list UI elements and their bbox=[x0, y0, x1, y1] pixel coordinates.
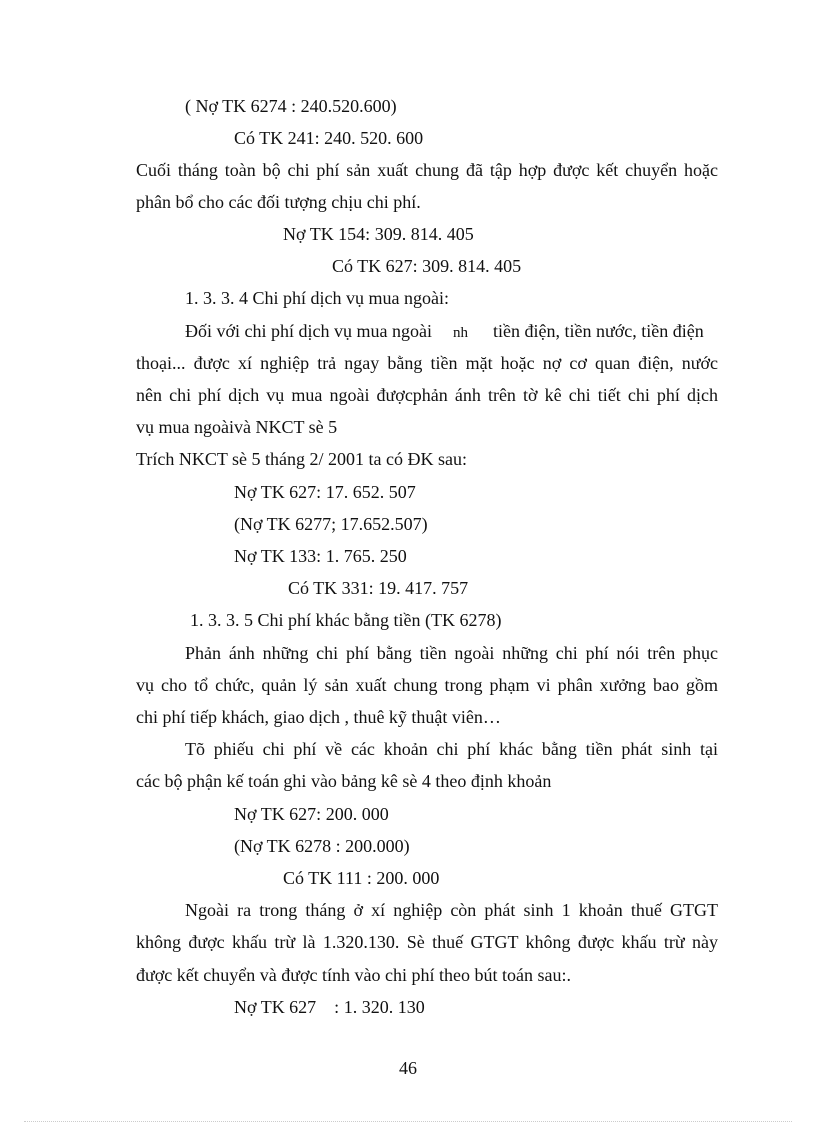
entry-line: Có TK 111 : 200. 000 bbox=[283, 868, 440, 888]
paragraph-line: tiền điện, tiền nước, tiền điện bbox=[493, 321, 704, 341]
section-heading: 1. 3. 3. 5 Chi phí khác bằng tiền (TK 6278) bbox=[190, 610, 502, 630]
paragraph-line: các bộ phận kế toán ghi vào bảng kê sè 4 theo định khoản bbox=[136, 771, 552, 791]
page-number: 46 bbox=[399, 1058, 417, 1078]
entry-line: ( Nợ TK 6274 : 240.520.600) bbox=[185, 96, 397, 116]
entry-line: (Nợ TK 6278 : 200.000) bbox=[234, 836, 410, 856]
entry-line: Nợ TK 627: 17. 652. 507 bbox=[234, 482, 416, 502]
paragraph-line: thoại... được xí nghiệp trả ngay bằng tiền mặt hoặc nợ cơ quan điện, nước bbox=[136, 353, 718, 373]
entry-line: Có TK 331: 19. 417. 757 bbox=[288, 578, 469, 598]
entry-line: (Nợ TK 6277; 17.652.507) bbox=[234, 514, 428, 534]
paragraph-line: Tõ phiếu chi phí về các khoản chi phí khác bằng tiền phát sinh tại bbox=[185, 739, 718, 759]
paragraph-line: nên chi phí dịch vụ mua ngoài đượcphản ánh trên tờ kê chi tiết chi phí dịch bbox=[136, 385, 718, 405]
section-heading: 1. 3. 3. 4 Chi phí dịch vụ mua ngoài: bbox=[185, 288, 449, 308]
paragraph-line: vụ mua ngoàivà NKCT sè 5 bbox=[136, 417, 338, 437]
entry-line: Nợ TK 154: 309. 814. 405 bbox=[283, 224, 474, 244]
paragraph-line: chi phí tiếp khách, giao dịch , thuê kỹ thuật viên… bbox=[136, 707, 501, 727]
entry-line: Nợ TK 133: 1. 765. 250 bbox=[234, 546, 407, 566]
paragraph-fragment: nh bbox=[453, 325, 468, 341]
paragraph-line: Ngoài ra trong tháng ở xí nghiệp còn phát sinh 1 khoản thuế GTGT bbox=[185, 900, 718, 920]
page-bottom-rule bbox=[24, 1121, 792, 1122]
paragraph-line: Cuối tháng toàn bộ chi phí sản xuất chung đã tập hợp được kết chuyển hoặc bbox=[136, 160, 718, 180]
entry-line: Nợ TK 627: 200. 000 bbox=[234, 804, 389, 824]
paragraph-line: Phản ánh những chi phí bằng tiền ngoài những chi phí nói trên phục bbox=[185, 643, 718, 663]
paragraph-line: Đối với chi phí dịch vụ mua ngoài bbox=[185, 321, 432, 341]
paragraph-line: không được khấu trừ là 1.320.130. Sè thuế GTGT không được khấu trừ này bbox=[136, 932, 718, 952]
entry-line: Có TK 241: 240. 520. 600 bbox=[234, 128, 424, 148]
paragraph-line: vụ cho tổ chức, quản lý sản xuất chung trong phạm vi phân xưởng bao gồm bbox=[136, 675, 718, 695]
paragraph-line: Trích NKCT sè 5 tháng 2/ 2001 ta có ĐK sau: bbox=[136, 449, 467, 469]
entry-line: Có TK 627: 309. 814. 405 bbox=[332, 256, 522, 276]
paragraph-line: phân bổ cho các đối tượng chịu chi phí. bbox=[136, 192, 421, 212]
paragraph-line: được kết chuyển và được tính vào chi phí theo bút toán sau:. bbox=[136, 965, 571, 985]
entry-line: Nợ TK 627 : 1. 320. 130 bbox=[234, 997, 425, 1017]
